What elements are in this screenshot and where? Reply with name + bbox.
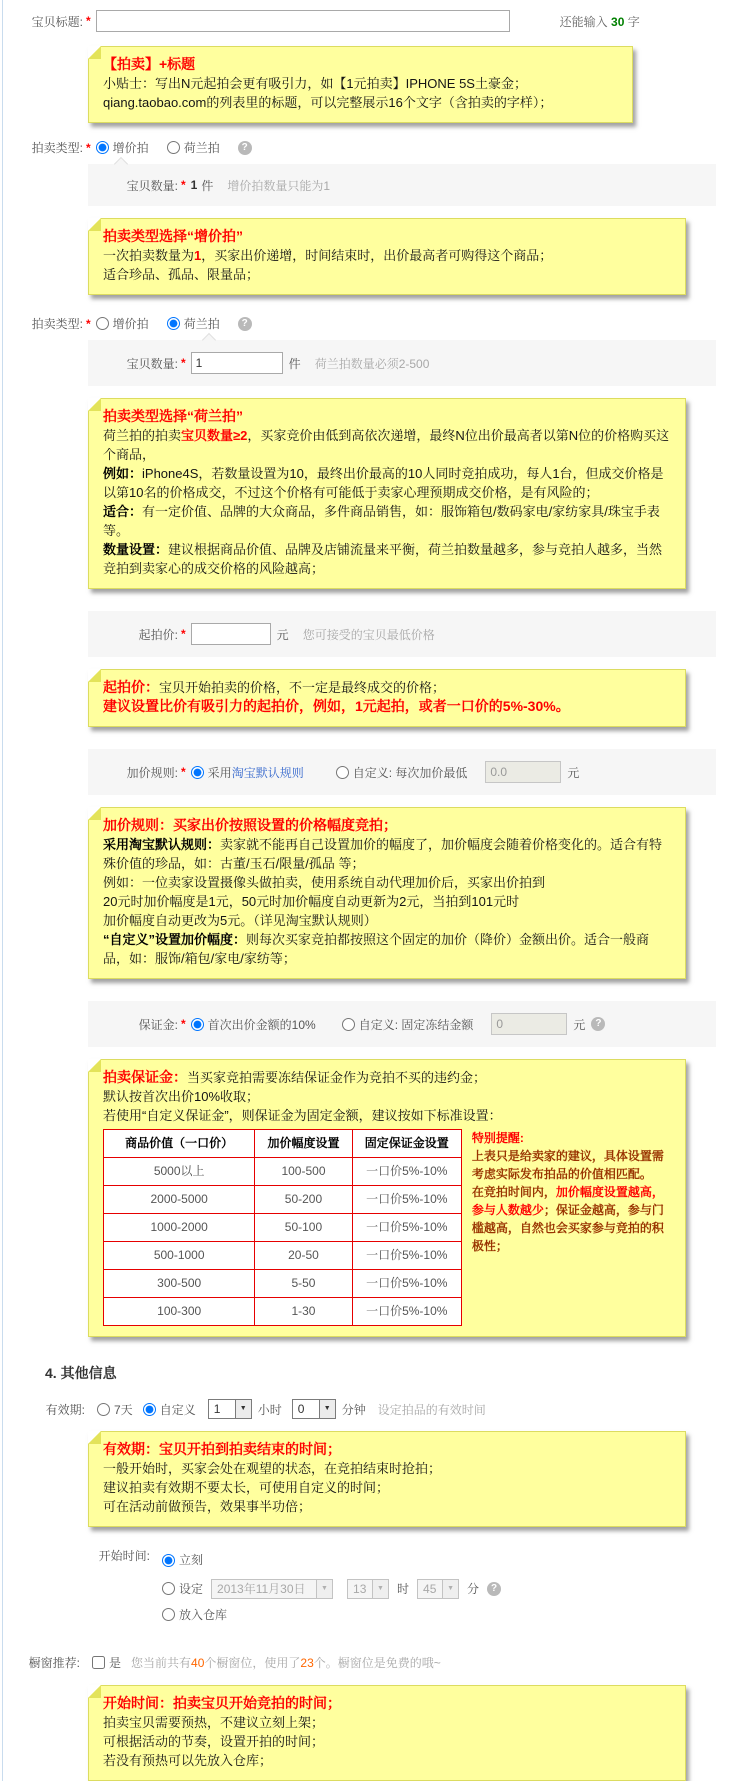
note-paragraph — [103, 930, 673, 968]
text: 上表只是给卖家的建议，具体设置需考虑实际发布拍品的价值相匹配。 — [471, 1149, 664, 1181]
cell: 5-50 — [255, 1270, 352, 1298]
checkbox-label: 是 — [109, 1656, 122, 1670]
select-value: 13 — [353, 1581, 367, 1596]
select-value: 0 — [297, 1402, 305, 1416]
required-asterisk: * — [181, 627, 186, 641]
qty-label: 宝贝数量: — [126, 178, 178, 193]
cell: 1-30 — [255, 1298, 352, 1326]
text: 一次拍卖数量为 — [103, 248, 195, 263]
note-paragraph — [103, 426, 673, 464]
text: 个。橱窗位是免费的哦~ — [313, 1656, 441, 1670]
start-price-label: 起拍价: — [138, 627, 178, 642]
note-line: 20元时加价幅度是1元，50元时加价幅度自动更新为2元，当拍到101元时 — [103, 894, 520, 909]
text: ，买家竞价由低到高依次递增，最终N位出价最高者以第N位的价格购买这个商品， — [103, 428, 670, 462]
select-value: 2013年11月30日 — [217, 1581, 306, 1596]
red-text-line: 建议设置比价有吸引力的起拍价，例如，1元起拍，或者一口价的5%-30%。 — [103, 698, 570, 714]
bid-rule-box — [88, 749, 716, 795]
chevron-down-icon: ▼ — [372, 1580, 388, 1598]
showcase-hint — [131, 1654, 441, 1671]
currency-unit: 元 — [567, 765, 580, 780]
note-line: 拍卖宝贝需要预热，不建议立刻上架； — [103, 1715, 325, 1730]
note-heading: 有效期：宝贝开拍到拍卖结束的时间； — [103, 1441, 341, 1457]
showcase-used-count: 23 — [300, 1656, 314, 1670]
start-price-input[interactable] — [191, 623, 271, 645]
tip-note-jiajia — [88, 807, 686, 979]
start-time-label: 开始时间: — [98, 1549, 150, 1563]
radio-label: 自定义 — [159, 1402, 196, 1417]
note-line: 加价幅度自动更改为5元。（详见淘宝默认规则） — [103, 913, 377, 928]
hour-unit: 时 — [397, 1581, 410, 1596]
minutes-select[interactable] — [292, 1399, 336, 1419]
table-row — [104, 1186, 462, 1214]
start-time-option-schedule — [162, 1576, 501, 1602]
default-rule-radio[interactable] — [191, 766, 204, 779]
text: 在竞拍时间内， — [471, 1185, 556, 1199]
deposit-custom-radio[interactable] — [342, 1018, 355, 1031]
table-header-row — [104, 1130, 462, 1158]
minutes-unit: 分钟 — [341, 1402, 366, 1417]
radio-label: 荷兰拍 — [183, 141, 220, 155]
note-paragraph — [103, 540, 673, 578]
radio-label: 增价拍 — [112, 141, 149, 155]
counter-prefix: 还能输入 — [559, 14, 612, 29]
counter-suffix: 字 — [624, 14, 640, 29]
chevron-down-icon: ▼ — [319, 1400, 335, 1418]
red-text: 加价幅度设置越高，参与人数越少 — [471, 1185, 664, 1217]
auction-type-row-2 — [5, 315, 751, 332]
required-asterisk: * — [86, 316, 91, 331]
qty-unit: 件 — [288, 356, 301, 371]
cell: 1000-2000 — [104, 1214, 255, 1242]
notch-pointer — [202, 333, 216, 347]
char-counter — [560, 13, 640, 30]
start-time-option-now — [162, 1547, 501, 1576]
radio-custom-validity[interactable] — [143, 1401, 196, 1418]
cell: 一口价5%-10% — [352, 1214, 461, 1242]
cell: 5000以上 — [104, 1158, 255, 1186]
counter-number: 30 — [611, 14, 625, 29]
note-line: 若没有预热可以先放入仓库； — [103, 1753, 273, 1768]
special-reminder — [472, 1129, 673, 1326]
radio-label: 设定 — [179, 1581, 204, 1596]
radio-label: 增价拍 — [112, 317, 149, 331]
tip-note-qipai — [88, 669, 686, 727]
text: 建议根据商品价值、品牌及店铺流量来平衡，荷兰拍数量越多，参与竞拍人越多，当然竞拍到卖家心的成交价格的风险越高； — [103, 542, 663, 576]
min-increment-input[interactable] — [485, 761, 561, 783]
note-line — [103, 246, 673, 265]
helanpai-radio[interactable] — [167, 141, 180, 154]
bold-term: 适合： — [103, 504, 143, 519]
table-row — [104, 1242, 462, 1270]
help-icon[interactable]: ? — [591, 1017, 605, 1031]
note-heading: 加价规则：买家出价按照设置的价格幅度竞拍； — [103, 817, 397, 833]
note-line — [103, 1068, 673, 1087]
deposit-10pct-radio[interactable] — [191, 1018, 204, 1031]
currency-unit: 元 — [573, 1017, 586, 1032]
text: 您当前共有 — [131, 1656, 192, 1670]
radio-helanpai[interactable] — [167, 139, 220, 156]
note-line: 默认按首次出价10%收取； — [103, 1089, 260, 1104]
radio-label: 7天 — [114, 1402, 133, 1417]
radio-label: 放入仓库 — [179, 1607, 228, 1622]
warehouse-radio[interactable] — [162, 1608, 175, 1621]
showcase-label: 橱窗推荐: — [28, 1656, 80, 1670]
start-price-hint: 您可接受的宝贝最低价格 — [302, 627, 435, 642]
radio-label: 自定义: 固定冻结金额 — [358, 1017, 474, 1032]
schedule-radio[interactable] — [162, 1582, 175, 1595]
note-heading: 开始时间：拍卖宝贝开始竞拍的时间； — [103, 1695, 341, 1711]
text: 有一定价值、品牌的大众商品，多件商品销售，如：服饰箱包/数码家电/家纺家具/珠宝手表等。 — [103, 504, 660, 538]
cell: 一口价5%-10% — [352, 1298, 461, 1326]
text: 则每次买家竞拍都按照这个固定的加价（降价）金额出价。适合一般商品，如：服饰/箱包/家电/家纺等； — [103, 932, 650, 966]
bold-term: “自定义”设置加价幅度： — [103, 932, 247, 947]
table-row — [104, 1298, 462, 1326]
start-time-option-warehouse — [162, 1602, 501, 1631]
qty-box-zengjia — [88, 164, 716, 206]
helanpai-radio[interactable] — [167, 317, 180, 330]
note-line: qiang.taobao.com的列表里的标题，可以完整展示16个文字（含拍卖的字样）； — [103, 95, 553, 110]
text: 卖家就不能再自己设置加价的幅度了，加价幅度会随着价格变化的。适合有特殊价值的珍品，如：古董/玉石/限量/孤品 等； — [103, 837, 663, 871]
note-heading: 【拍卖】+标题 — [103, 56, 196, 72]
qty-unit: 件 — [201, 178, 214, 193]
hours-select[interactable] — [208, 1399, 252, 1419]
cell: 50-200 — [255, 1186, 352, 1214]
item-title-input[interactable] — [96, 10, 510, 32]
help-icon[interactable]: ? — [238, 317, 252, 331]
deposit-label: 保证金: — [138, 1017, 178, 1032]
tip-note-start-time — [88, 1685, 686, 1781]
default-rule-link[interactable]: 淘宝默认规则 — [231, 765, 304, 780]
qty-hint: 荷兰拍数量必须2-500 — [314, 356, 430, 371]
zengjiapai-radio[interactable] — [96, 141, 109, 154]
text: 宝贝开始拍卖的价格，不一定是最终成交的价格； — [159, 680, 446, 695]
radio-label: 首次出价金额的10% — [207, 1017, 316, 1032]
radio-schedule[interactable] — [162, 1576, 203, 1602]
section-heading-other-info: 4. 其他信息 — [45, 1365, 117, 1381]
radio-7days[interactable] — [97, 1401, 133, 1418]
note-heading: 起拍价： — [103, 679, 159, 695]
chevron-down-icon: ▼ — [316, 1580, 332, 1598]
qty-hint: 增价拍数量只能为1 — [227, 178, 331, 193]
note-line: 可根据活动的节奏，设置开拍的时间； — [103, 1734, 325, 1749]
item-title-label: 宝贝标题: — [31, 14, 83, 29]
select-value: 45 — [423, 1581, 437, 1596]
start-price-box — [88, 611, 716, 657]
tip-note-deposit — [88, 1059, 686, 1337]
note-heading: 拍卖类型选择“荷兰拍” — [103, 408, 243, 424]
text: 当买家竞拍需要冻结保证金作为竞拍不买的违约金； — [187, 1070, 487, 1085]
showcase-checkbox-option[interactable] — [92, 1654, 121, 1671]
cell: 500-1000 — [104, 1242, 255, 1270]
note-line: 若使用“自定义保证金”，则保证金为固定金额，建议按如下标准设置： — [103, 1108, 502, 1123]
required-asterisk: * — [86, 140, 91, 155]
cell: 100-500 — [255, 1158, 352, 1186]
radio-deposit-10pct[interactable] — [191, 1016, 316, 1033]
item-title-row — [5, 10, 751, 32]
help-icon[interactable]: ? — [487, 1582, 501, 1596]
qty-label: 宝贝数量: — [126, 356, 178, 371]
showcase-row — [5, 1654, 751, 1671]
tip-note-title — [88, 46, 633, 123]
custom-rule-radio[interactable] — [336, 766, 349, 779]
radio-immediately[interactable] — [162, 1547, 203, 1573]
required-asterisk: * — [181, 178, 186, 192]
required-asterisk: * — [86, 14, 91, 28]
tip-note-helan — [88, 398, 686, 589]
red-text: 宝贝数量≥2 — [181, 428, 248, 443]
bid-rule-label: 加价规则: — [126, 765, 178, 780]
showcase-checkbox[interactable] — [92, 1656, 105, 1669]
reminder-text — [472, 1147, 673, 1183]
radio-label: 立刻 — [179, 1553, 204, 1567]
minute-select[interactable] — [417, 1579, 459, 1599]
chevron-down-icon: ▼ — [235, 1400, 251, 1418]
text: iPhone4S，若数量设置为10，最终出价最高的10人同时竞拍成功，每人1台，但成交价格是以第10名的价格成交，不过这个价格有可能低于卖家心理预期成交价格，是有风险的； — [103, 466, 664, 500]
deposit-box — [88, 1001, 716, 1047]
deposit-table-area — [103, 1129, 673, 1326]
text: ；保证金越高，参与门槛越高，自然也会买家参与竞拍的积极性； — [471, 1203, 664, 1253]
validity-7days-radio[interactable] — [97, 1403, 110, 1416]
cell: 一口价5%-10% — [352, 1270, 461, 1298]
radio-label: 荷兰拍 — [183, 317, 220, 331]
auction-type-row-1 — [5, 139, 751, 156]
date-select[interactable] — [211, 1579, 333, 1599]
qty-input[interactable] — [191, 352, 283, 374]
cell: 300-500 — [104, 1270, 255, 1298]
validity-hint: 设定拍品的有效时间 — [377, 1402, 486, 1417]
note-paragraph — [103, 835, 673, 873]
radio-custom-rule[interactable] — [336, 764, 468, 781]
left-border-rule — [2, 0, 3, 1781]
auction-type-label: 拍卖类型: — [31, 141, 83, 155]
start-time-row — [5, 1547, 751, 1630]
col-header: 商品价值（一口价） — [104, 1130, 255, 1158]
validity-label: 有效期: — [45, 1402, 85, 1417]
col-header: 加价幅度设置 — [255, 1130, 352, 1158]
cell: 一口价5%-10% — [352, 1158, 461, 1186]
red-text: 1 — [194, 248, 202, 263]
table-row — [104, 1214, 462, 1242]
deposit-amount-input[interactable] — [491, 1013, 567, 1035]
radio-deposit-custom[interactable] — [342, 1016, 474, 1033]
text: ，买家出价递增，时间结束时，出价最高者可购得这个商品； — [201, 248, 553, 263]
text: 个橱窗位，使用了 — [204, 1656, 301, 1670]
cell: 2000-5000 — [104, 1186, 255, 1214]
note-line — [103, 678, 673, 697]
immediately-radio[interactable] — [162, 1554, 175, 1567]
note-line: 适合珍品、孤品、限量品； — [103, 267, 260, 282]
qty-box-helan — [88, 340, 716, 386]
note-paragraph — [103, 464, 673, 502]
note-line: 建议拍卖有效期不要太长，可使用自定义的时间； — [103, 1480, 390, 1495]
note-line: 一般开始时，买家会处在观望的状态，在竞拍结束时抢拍； — [103, 1461, 442, 1476]
radio-helanpai[interactable] — [167, 315, 220, 332]
showcase-total-count: 40 — [191, 1656, 205, 1670]
bold-term: 数量设置： — [103, 542, 169, 557]
zengjiapai-radio[interactable] — [96, 317, 109, 330]
note-heading: 拍卖类型选择“增价拍” — [103, 228, 243, 244]
cell: 一口价5%-10% — [352, 1242, 461, 1270]
cell: 100-300 — [104, 1298, 255, 1326]
deposit-standard-table — [103, 1129, 462, 1326]
minute-unit: 分 — [467, 1581, 480, 1596]
required-asterisk: * — [181, 765, 186, 779]
chevron-down-icon: ▼ — [442, 1580, 458, 1598]
note-heading: 拍卖保证金： — [103, 1069, 187, 1085]
validity-custom-radio[interactable] — [143, 1403, 156, 1416]
note-line: 可在活动前做预告，效果事半功倍； — [103, 1499, 312, 1514]
start-time-options — [162, 1547, 501, 1630]
note-paragraph — [103, 502, 673, 540]
radio-label: 自定义: 每次加价最低 — [352, 765, 468, 780]
required-asterisk: * — [181, 356, 186, 370]
currency-unit: 元 — [276, 627, 289, 642]
hours-unit: 小时 — [257, 1402, 282, 1417]
note-line: 小贴士：写出N元起拍会更有吸引力，如【1元拍卖】IPHONE 5S土豪金； — [103, 76, 527, 91]
cell: 50-100 — [255, 1214, 352, 1242]
reminder-text — [472, 1183, 673, 1255]
cell: 20-50 — [255, 1242, 352, 1270]
table-row — [104, 1270, 462, 1298]
qty-value: 1 — [190, 178, 198, 192]
radio-warehouse[interactable] — [162, 1602, 227, 1628]
notch-pointer — [114, 157, 128, 171]
hour-select[interactable] — [347, 1579, 389, 1599]
bold-term: 例如： — [103, 466, 143, 481]
tip-note-zengjia — [88, 218, 686, 295]
radio-label: 采用 — [207, 765, 232, 780]
select-value: 1 — [213, 1402, 221, 1416]
bold-term: 采用淘宝默认规则： — [103, 837, 221, 852]
radio-default-rule[interactable] — [191, 764, 304, 781]
col-header: 固定保证金设置 — [352, 1130, 461, 1158]
radio-zengjiapai[interactable] — [96, 139, 149, 156]
validity-row — [15, 1399, 751, 1419]
note-line: 例如：一位卖家设置摄像头做拍卖，使用系统自动代理加价后，买家出价拍到 — [103, 875, 546, 890]
auction-type-label: 拍卖类型: — [31, 317, 83, 331]
radio-zengjiapai[interactable] — [96, 315, 149, 332]
help-icon[interactable]: ? — [238, 141, 252, 155]
cell: 一口价5%-10% — [352, 1186, 461, 1214]
required-asterisk: * — [181, 1017, 186, 1031]
text: 荷兰拍的拍卖 — [103, 428, 182, 443]
tip-note-validity — [88, 1431, 686, 1527]
reminder-heading: 特别提醒: — [471, 1131, 524, 1145]
table-row — [104, 1158, 462, 1186]
